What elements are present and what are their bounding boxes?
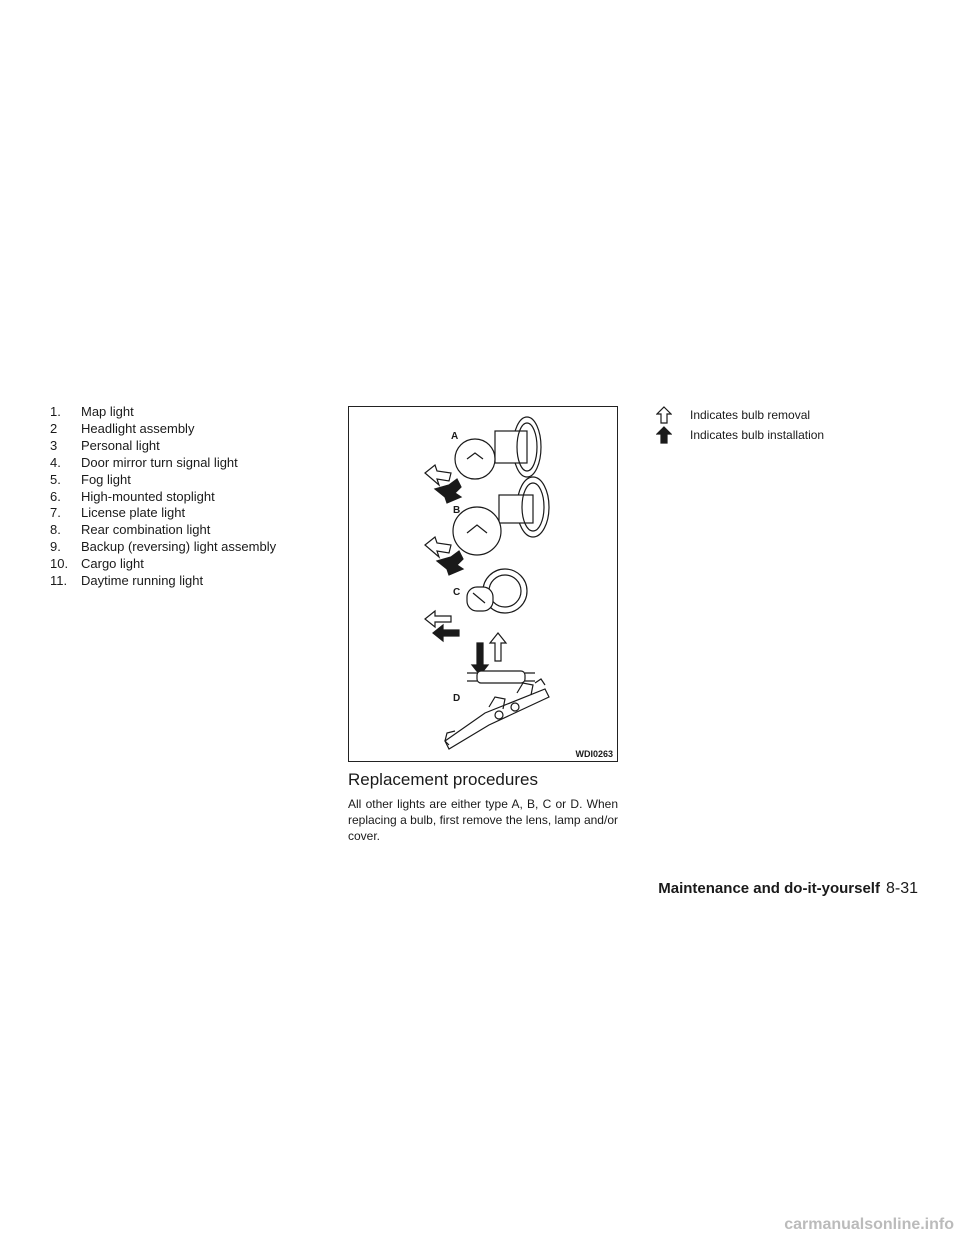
installation-arrow-b — [437, 551, 463, 575]
installation-arrow-d — [472, 643, 488, 675]
list-item: 10. Cargo light — [50, 556, 144, 572]
list-item: 11. Daytime running light — [50, 573, 204, 589]
label-a: A — [451, 431, 459, 442]
installation-arrow-a — [435, 479, 461, 503]
label-c: C — [453, 587, 461, 598]
list-item: 8. Rear combination light — [50, 522, 211, 538]
removal-arrow-a — [425, 465, 451, 485]
bulb-c-drawing — [467, 569, 527, 613]
footer-section: Maintenance and do-it-yourself — [658, 880, 880, 897]
list-item: 4. Door mirror turn signal light — [50, 454, 238, 470]
removal-arrow-d — [490, 633, 506, 661]
bulb-b-drawing — [453, 477, 549, 555]
list-item: 3 Personal light — [50, 437, 160, 453]
list-item: 1. Map light — [50, 404, 134, 419]
label-d: D — [453, 693, 461, 704]
list-item: 6. High-mounted stoplight — [50, 488, 215, 504]
section-heading: Replacement procedures — [348, 770, 538, 789]
outline-up-arrow-icon — [656, 406, 672, 424]
watermark: carmanualsonline.info — [784, 1216, 954, 1233]
list-item: 2 Headlight assembly — [50, 420, 195, 436]
figure-code: WDI0263 — [575, 749, 613, 759]
bulb-illustration — [349, 407, 619, 763]
solid-up-arrow-icon — [656, 426, 672, 444]
label-b: B — [453, 505, 461, 516]
bulb-types-figure — [348, 406, 618, 762]
light-list — [50, 404, 340, 590]
page-number: 8-31 — [885, 880, 918, 897]
lamp-socket-drawing — [445, 679, 549, 749]
list-item: 9. Backup (reversing) light assembly — [50, 539, 277, 555]
installation-arrow-c — [433, 625, 459, 641]
body-text: All other lights are either type A, B, C or D. When replacing a bulb, first remove the lens, lamp and/or cover. — [348, 797, 618, 843]
list-item: 5. Fog light — [50, 471, 131, 487]
removal-arrow-b — [425, 537, 451, 557]
removal-arrow-c — [425, 611, 451, 627]
bulb-d-drawing — [467, 671, 535, 683]
bulb-a-drawing — [455, 417, 541, 479]
list-item: 7. License plate light — [50, 505, 186, 521]
page-footer — [658, 880, 918, 898]
